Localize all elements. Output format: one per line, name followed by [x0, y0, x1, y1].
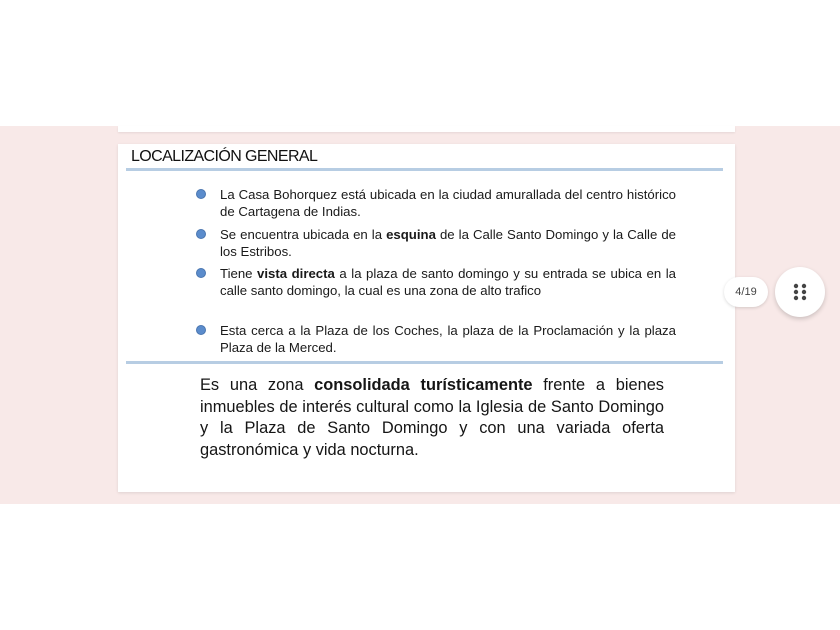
summary-paragraph: Es una zona consolidada turísticamente frente a bienes inmuebles de interés cultural como la Iglesia de Santo Domingo y la Plaza de Santo Domingo y con una variada oferta gastronómica y vida nocturna.	[200, 376, 664, 459]
bullet-icon	[196, 189, 206, 199]
bullet-icon	[196, 325, 206, 335]
grid-view-button[interactable]	[775, 267, 825, 317]
current-slide	[118, 144, 735, 492]
page-indicator: 4/19	[724, 277, 768, 307]
bullet-text: Esta cerca a la Plaza de los Coches, la plaza de la Proclamación y la plaza Plaza de la Merced.	[220, 323, 676, 355]
bullet-icon	[196, 229, 206, 239]
bullet-item	[192, 265, 676, 299]
content-divider	[126, 361, 723, 364]
bullet-item	[192, 186, 676, 220]
bullet-icon	[196, 268, 206, 278]
bullet-text: Se encuentra ubicada en la esquina de la Calle Santo Domingo y la Calle de los Estribos.	[220, 227, 677, 259]
grid-dots-icon	[792, 282, 808, 302]
bullet-item	[192, 322, 676, 356]
bullet-text: Tiene vista directa a la plaza de santo domingo y su entrada se ubica en la calle santo domingo, la cual es una zona de alto trafico	[220, 266, 676, 298]
title-divider	[126, 168, 723, 171]
previous-slide-edge[interactable]	[118, 126, 735, 132]
bullet-text: La Casa Bohorquez está ubicada en la ciudad amurallada del centro histórico de Cartagena de Indias.	[220, 187, 676, 219]
slide-title: LOCALIZACIÓN GENERAL	[131, 148, 318, 165]
bullet-item	[192, 226, 676, 260]
